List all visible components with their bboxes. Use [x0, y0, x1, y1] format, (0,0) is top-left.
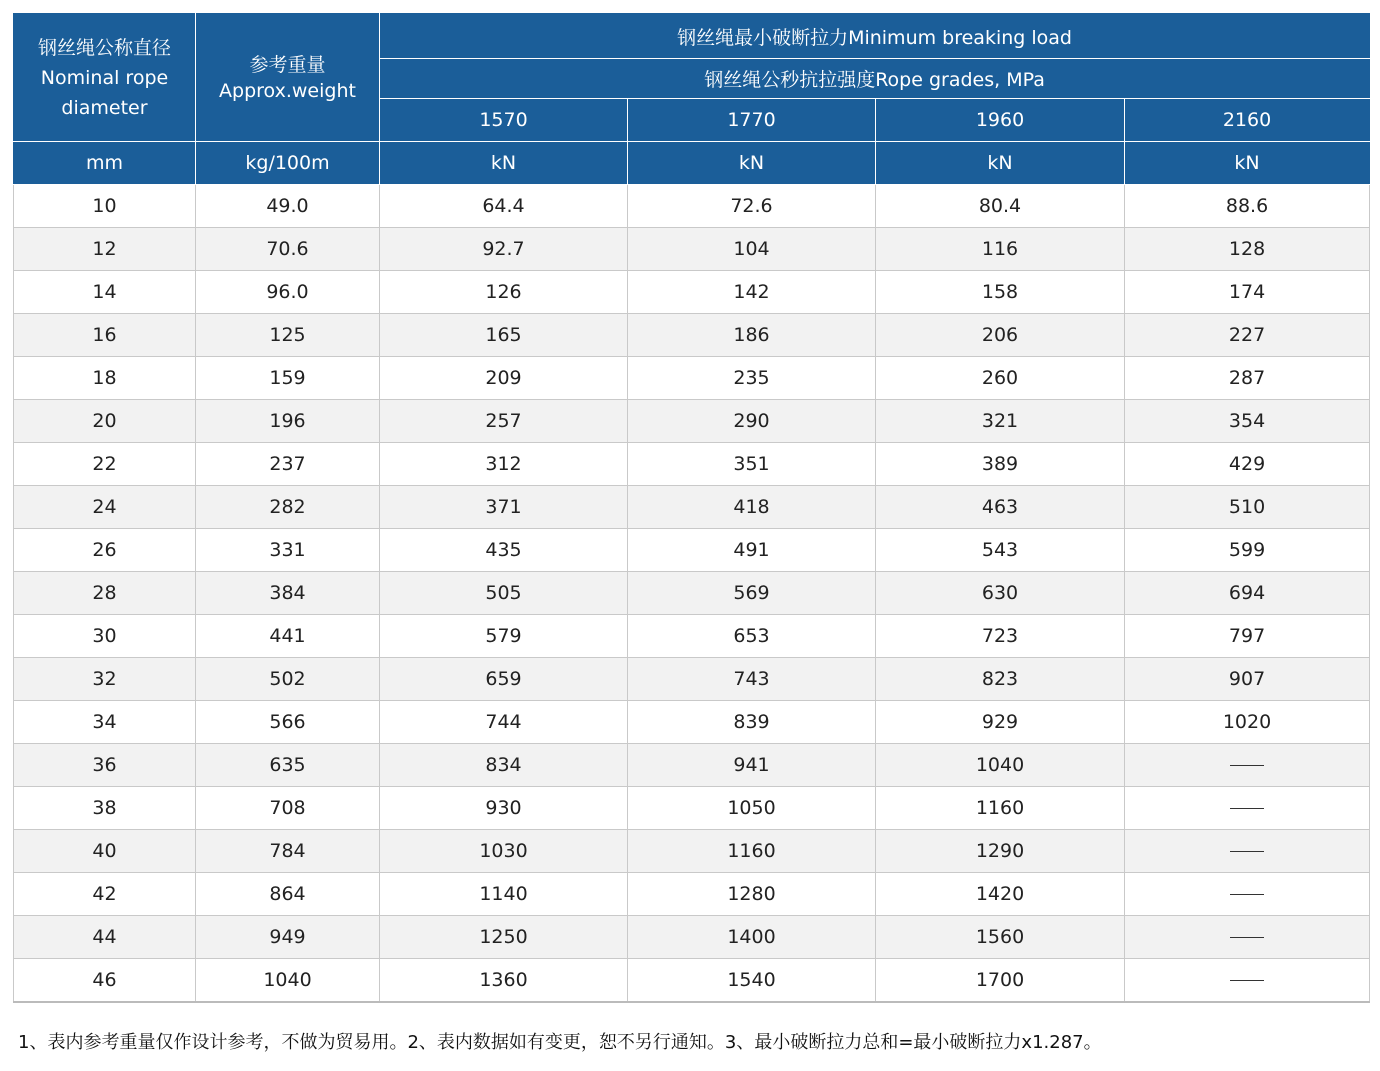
table-cell: 351	[628, 443, 876, 486]
table-cell: 257	[380, 400, 628, 443]
table-row	[14, 572, 1370, 615]
table-cell: 282	[196, 486, 380, 529]
header-grade: 1960	[876, 99, 1125, 142]
table-cell: 599	[1125, 529, 1370, 572]
table-cell	[1125, 830, 1370, 873]
table-cell: 16	[14, 314, 196, 357]
table-cell: 18	[14, 357, 196, 400]
table-cell: 158	[876, 271, 1125, 314]
table-cell: 1160	[628, 830, 876, 873]
table-row	[14, 916, 1370, 959]
table-cell: 708	[196, 787, 380, 830]
table-cell: 12	[14, 228, 196, 271]
table-cell: 1160	[876, 787, 1125, 830]
header-diameter-en-2: diameter	[61, 96, 148, 119]
header-diameter-cn: 钢丝绳公称直径	[37, 36, 171, 59]
table-cell: 929	[876, 701, 1125, 744]
table-cell: 227	[1125, 314, 1370, 357]
table-cell: 125	[196, 314, 380, 357]
table-cell: 510	[1125, 486, 1370, 529]
table-cell: 1540	[628, 959, 876, 1003]
table-row	[14, 185, 1370, 228]
table-cell: 491	[628, 529, 876, 572]
not-available-dash	[1230, 765, 1264, 766]
table-cell: 723	[876, 615, 1125, 658]
table-cell: 206	[876, 314, 1125, 357]
table-cell: 22	[14, 443, 196, 486]
table-cell: 569	[628, 572, 876, 615]
header-grade: 1570	[380, 99, 628, 142]
table-cell: 949	[196, 916, 380, 959]
table-cell: 635	[196, 744, 380, 787]
table-cell: 743	[628, 658, 876, 701]
table-cell: 26	[14, 529, 196, 572]
table-cell: 34	[14, 701, 196, 744]
table-cell: 384	[196, 572, 380, 615]
unit-cell: kN	[876, 142, 1125, 185]
table-cell: 389	[876, 443, 1125, 486]
table-cell: 1030	[380, 830, 628, 873]
table-cell: 418	[628, 486, 876, 529]
footnote: 1、表内参考重量仅作设计参考，不做为贸易用。2、表内数据如有变更，恕不另行通知。3、最小破断拉力总和=最小破断拉力x1.287。	[18, 1032, 1102, 1053]
table-row	[14, 357, 1370, 400]
table-cell: 209	[380, 357, 628, 400]
header-weight-cn: 参考重量	[249, 53, 326, 76]
table-cell: 784	[196, 830, 380, 873]
table-cell: 659	[380, 658, 628, 701]
table-cell: 40	[14, 830, 196, 873]
table-cell: 429	[1125, 443, 1370, 486]
breaking-load-table	[13, 13, 1370, 1003]
table-cell: 1020	[1125, 701, 1370, 744]
table-cell: 1420	[876, 873, 1125, 916]
table-cell: 72.6	[628, 185, 876, 228]
table-body	[14, 185, 1370, 1003]
not-available-dash	[1230, 808, 1264, 809]
table-cell: 104	[628, 228, 876, 271]
table-cell: 126	[380, 271, 628, 314]
table-cell: 930	[380, 787, 628, 830]
header-min-breaking-load: 钢丝绳最小破断拉力Minimum breaking load	[380, 14, 1370, 59]
table-cell: 823	[876, 658, 1125, 701]
table-row	[14, 486, 1370, 529]
table-cell: 80.4	[876, 185, 1125, 228]
table-cell: 579	[380, 615, 628, 658]
table-cell: 502	[196, 658, 380, 701]
table-cell: 1040	[876, 744, 1125, 787]
table-cell: 1700	[876, 959, 1125, 1003]
unit-cell: mm	[14, 142, 196, 185]
breaking-load-table-container	[13, 13, 1369, 1003]
table-cell: 287	[1125, 357, 1370, 400]
table-row	[14, 787, 1370, 830]
table-cell: 14	[14, 271, 196, 314]
table-cell: 331	[196, 529, 380, 572]
header-weight	[196, 14, 380, 142]
table-cell: 174	[1125, 271, 1370, 314]
table-cell: 235	[628, 357, 876, 400]
table-header	[14, 14, 1370, 185]
table-cell	[1125, 916, 1370, 959]
table-cell: 36	[14, 744, 196, 787]
table-cell: 1050	[628, 787, 876, 830]
table-cell	[1125, 959, 1370, 1003]
table-cell: 312	[380, 443, 628, 486]
header-diameter-en-1: Nominal rope	[40, 66, 169, 89]
table-cell: 260	[876, 357, 1125, 400]
not-available-dash	[1230, 894, 1264, 895]
table-cell	[1125, 787, 1370, 830]
unit-cell: kg/100m	[196, 142, 380, 185]
table-cell: 186	[628, 314, 876, 357]
table-cell: 196	[196, 400, 380, 443]
table-cell: 28	[14, 572, 196, 615]
header-grade: 1770	[628, 99, 876, 142]
table-cell: 10	[14, 185, 196, 228]
not-available-dash	[1230, 851, 1264, 852]
table-cell: 797	[1125, 615, 1370, 658]
table-cell: 49.0	[196, 185, 380, 228]
table-cell: 371	[380, 486, 628, 529]
table-cell: 543	[876, 529, 1125, 572]
table-cell: 116	[876, 228, 1125, 271]
table-cell: 630	[876, 572, 1125, 615]
table-cell: 1040	[196, 959, 380, 1003]
table-row	[14, 314, 1370, 357]
table-cell: 1560	[876, 916, 1125, 959]
table-cell: 142	[628, 271, 876, 314]
table-cell: 290	[628, 400, 876, 443]
table-cell: 1280	[628, 873, 876, 916]
table-row	[14, 830, 1370, 873]
table-row	[14, 400, 1370, 443]
table-cell: 744	[380, 701, 628, 744]
table-cell: 1290	[876, 830, 1125, 873]
table-cell: 38	[14, 787, 196, 830]
unit-cell: kN	[628, 142, 876, 185]
header-diameter	[14, 14, 196, 142]
table-cell: 463	[876, 486, 1125, 529]
table-cell: 64.4	[380, 185, 628, 228]
table-row	[14, 271, 1370, 314]
table-cell: 1400	[628, 916, 876, 959]
table-cell: 941	[628, 744, 876, 787]
table-cell: 42	[14, 873, 196, 916]
table-cell: 88.6	[1125, 185, 1370, 228]
not-available-dash	[1230, 980, 1264, 981]
table-cell: 834	[380, 744, 628, 787]
table-cell	[1125, 744, 1370, 787]
table-cell: 20	[14, 400, 196, 443]
table-cell: 44	[14, 916, 196, 959]
table-cell: 1140	[380, 873, 628, 916]
table-row	[14, 701, 1370, 744]
table-row	[14, 228, 1370, 271]
table-row	[14, 744, 1370, 787]
header-rope-grades: 钢丝绳公秒抗拉强度Rope grades, MPa	[380, 59, 1370, 99]
header-weight-en: Approx.weight	[219, 79, 356, 102]
table-cell: 32	[14, 658, 196, 701]
table-cell: 435	[380, 529, 628, 572]
table-cell: 159	[196, 357, 380, 400]
table-row	[14, 529, 1370, 572]
table-row	[14, 959, 1370, 1003]
table-cell: 92.7	[380, 228, 628, 271]
table-row	[14, 443, 1370, 486]
table-row	[14, 615, 1370, 658]
table-cell: 907	[1125, 658, 1370, 701]
table-cell: 46	[14, 959, 196, 1003]
table-cell: 30	[14, 615, 196, 658]
table-cell: 96.0	[196, 271, 380, 314]
table-cell: 653	[628, 615, 876, 658]
table-cell: 128	[1125, 228, 1370, 271]
table-cell: 694	[1125, 572, 1370, 615]
table-row	[14, 873, 1370, 916]
table-cell: 441	[196, 615, 380, 658]
table-cell: 566	[196, 701, 380, 744]
table-cell: 321	[876, 400, 1125, 443]
header-grade: 2160	[1125, 99, 1370, 142]
unit-cell: kN	[380, 142, 628, 185]
table-row	[14, 658, 1370, 701]
table-cell	[1125, 873, 1370, 916]
table-cell: 1360	[380, 959, 628, 1003]
table-cell: 237	[196, 443, 380, 486]
not-available-dash	[1230, 937, 1264, 938]
table-cell: 864	[196, 873, 380, 916]
table-cell: 165	[380, 314, 628, 357]
table-cell: 70.6	[196, 228, 380, 271]
table-cell: 1250	[380, 916, 628, 959]
table-cell: 354	[1125, 400, 1370, 443]
table-cell: 505	[380, 572, 628, 615]
unit-cell: kN	[1125, 142, 1370, 185]
table-cell: 24	[14, 486, 196, 529]
table-cell: 839	[628, 701, 876, 744]
